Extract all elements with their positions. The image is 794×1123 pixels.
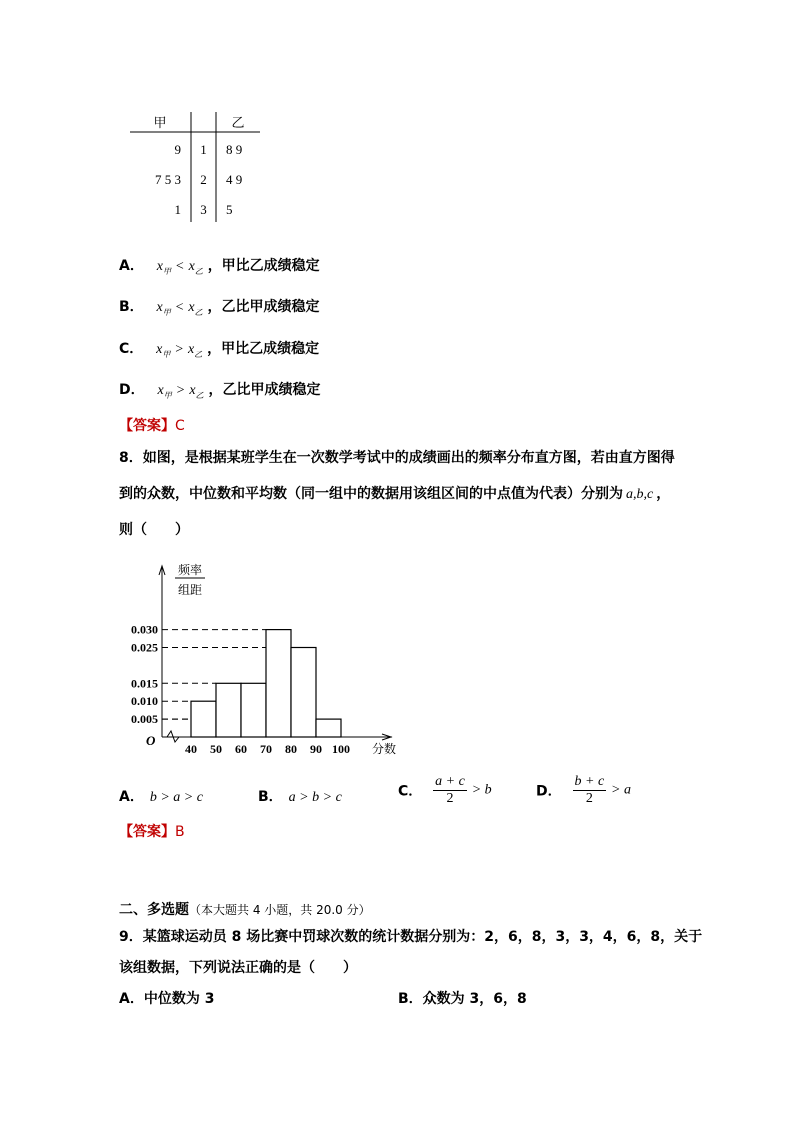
q9-line1: 9．某篮球运动员 8 场比赛中罚球次数的统计数据分别为：2，6，8，3，3，4，6，8，关于 [119,929,703,945]
stem-leaf-header-yi: 乙 [231,115,245,130]
x-tick-label: 100 [332,742,350,756]
stem-leaf-row3-left: 1 [174,202,181,217]
stem-leaf-header-jia: 甲 [153,115,167,130]
option-text: ，甲比乙成绩稳定 [207,341,320,357]
x-tick-label: 80 [285,742,297,756]
option-letter: B． [119,299,144,315]
q9-option-b: B．众数为 3，6，8 [398,991,527,1007]
histogram-bar [241,683,266,737]
operator: < [175,300,184,315]
option-letter: C． [398,783,423,800]
q8-vars: a,b,c [626,487,654,502]
x-tick-label: 70 [260,742,272,756]
stem-leaf-row1-right: 8 9 [226,142,243,157]
x-var: $x_乙$ [188,300,203,317]
x-var: $x_甲$ [156,342,171,359]
stem-leaf-plot [120,108,270,228]
x-tick-label: 90 [310,742,322,756]
option-letter: A． [119,789,144,805]
y-tick-label: 0.005 [131,712,158,727]
stem-leaf-row2-stem: 2 [200,172,207,187]
x-axis-label: 分数 [372,742,397,756]
option-text: ，甲比乙成绩稳定 [207,258,320,274]
option-letter: A． [119,258,144,274]
q9-option-a: A．中位数为 3 [119,991,215,1007]
stem-leaf-row2-right: 4 9 [226,172,243,187]
y-tick-label: 0.010 [131,694,158,709]
x-var: $x_甲$ [157,383,172,400]
operator: > [176,383,185,398]
q8-option-c [398,774,492,807]
section-title: 二、多选题 [119,902,189,918]
x-var: $x_乙$ [188,342,203,359]
stem-leaf-row3-right: 5 [226,202,233,217]
x-var: $x_甲$ [156,300,171,317]
option-text: ，乙比甲成绩稳定 [207,299,320,315]
q9-line2: 该组数据，下列说法正确的是（ ） [119,960,357,976]
q8-option-b [258,786,342,806]
x-tick-label: 60 [235,742,247,756]
q7-answer [119,415,185,435]
option-rhs: > a [611,782,631,798]
x-var: $x_乙$ [189,383,204,400]
fraction: $\frac{b + c}{2}$ [574,774,605,806]
q8-option-d [536,774,631,807]
answer-value: C [175,418,185,434]
y-axis-label-bottom: 组距 [177,583,203,597]
x-tick-label: 40 [185,742,197,756]
y-tick-label: 0.015 [131,676,158,691]
q8-line3: 则（ ） [119,522,189,538]
option-letter: B． [258,789,283,805]
histogram-bar [316,719,341,737]
answer-value: B [175,824,185,840]
y-tick-label: 0.030 [131,622,158,637]
q8-line2 [119,483,670,503]
origin-label: O [146,733,156,748]
operator: < [175,259,184,274]
section-note: （本大题共 4 小题，共 20.0 分） [189,903,371,917]
section-heading [119,899,371,919]
y-axis-label-top: 频率 [177,563,203,577]
answer-label: 【答案】 [119,824,175,840]
answer-label: 【答案】 [119,418,175,434]
option-letter: D． [536,783,562,800]
x-var: $x_甲$ [156,259,171,276]
stem-leaf-row1-left: 9 [174,142,181,157]
fraction: $\frac{a + c}{2}$ [435,774,465,806]
option-expr: b > a > c [149,790,203,805]
q8-line2-text: 到的众数，中位数和平均数（同一组中的数据用该组区间的中点值为代表）分别为 [119,486,623,502]
q8-line2-end: ， [656,486,671,502]
stem-leaf-row2-left: 7 5 3 [155,172,181,187]
x-var: $x_乙$ [188,259,203,276]
option-rhs: > b [471,782,492,798]
histogram-bar [191,701,216,737]
x-tick-label: 50 [210,742,222,756]
option-expr: a > b > c [288,790,342,805]
histogram-bar [291,648,316,738]
q8-option-a [119,786,203,806]
stem-leaf-row3-stem: 3 [200,202,207,217]
histogram-bar [266,630,291,737]
frequency-histogram [120,560,410,760]
y-tick-label: 0.025 [131,640,158,655]
option-letter: C． [119,341,144,357]
operator: > [175,342,184,357]
q7-option-d [119,379,320,399]
option-letter: D． [119,382,145,398]
q7-option-a [119,255,320,275]
histogram-bar [216,683,241,737]
q7-option-b [119,296,320,316]
q7-option-c [119,338,319,358]
q8-line1: 8．如图，是根据某班学生在一次数学考试中的成绩画出的频率分布直方图，若由直方图得 [119,450,675,466]
q8-answer [119,821,185,841]
stem-leaf-row1-stem: 1 [200,142,207,157]
option-text: ，乙比甲成绩稳定 [208,382,321,398]
